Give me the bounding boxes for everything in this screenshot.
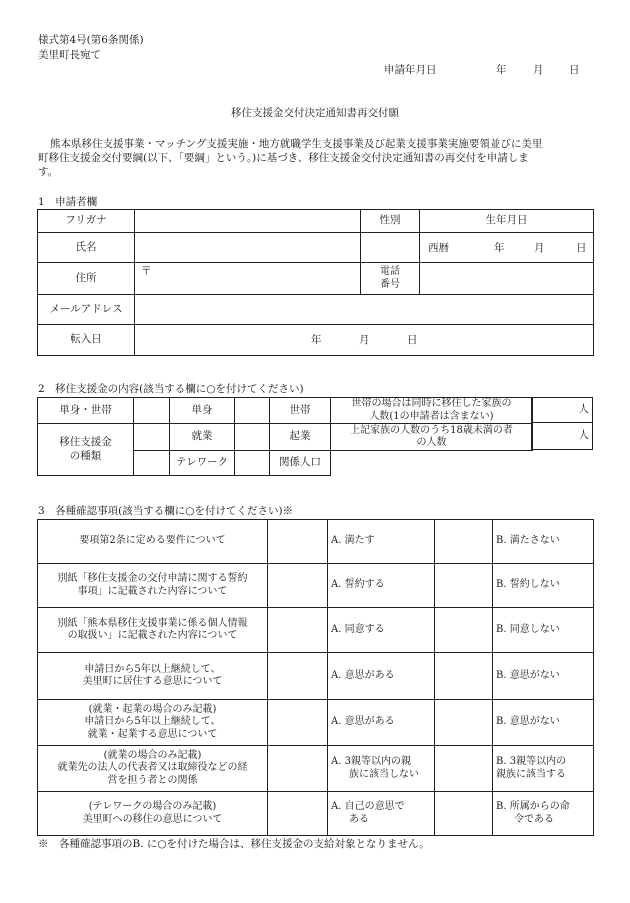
- section2-heading: 2 移住支援金の内容(該当する欄に○を付けてください): [38, 383, 304, 395]
- phone-field[interactable]: [420, 263, 594, 295]
- address-field[interactable]: [135, 263, 361, 295]
- confirm-3-a-check[interactable]: [268, 608, 328, 653]
- confirm-item-1: 要項第2条に定める要件について: [38, 520, 268, 564]
- applicant-table: [37, 209, 594, 356]
- confirm-7-a-check[interactable]: [268, 792, 328, 836]
- confirm-2-b-label: B. 誓約しない: [493, 564, 594, 608]
- confirm-item-4: 申請日から5年以上継続して、 美里町に居住する意思について: [38, 653, 268, 700]
- employment-label: 就業: [170, 424, 235, 451]
- confirm-5-a-label: A. 意思がある: [328, 700, 435, 746]
- confirm-6-a-label: A. 3親等以内の親 族に該当しない: [328, 746, 435, 792]
- confirm-item-3: 別紙「熊本県移住支援事業に係る個人情報 の取扱い」に記載された内容について: [38, 608, 268, 653]
- confirm-item-5: (就業・起業の場合のみ記載) 申請日から5年以上継続して、 就業・起業する意思について: [38, 700, 268, 746]
- single-household-label: 単身・世帯: [38, 398, 134, 424]
- move-in-date-label: 転入日: [38, 325, 135, 356]
- telework-label: テレワーク: [170, 451, 235, 476]
- application-day[interactable]: 日: [569, 64, 580, 76]
- birth-date-field[interactable]: 西暦 年 月 日: [420, 233, 594, 263]
- birth-date-label: 生年月日: [420, 210, 594, 233]
- section1-heading: 1 申請者欄: [38, 196, 98, 208]
- form-number: 様式第4号(第6条関係): [38, 34, 144, 46]
- seireki-label: 西暦: [428, 242, 449, 254]
- employment-check[interactable]: [134, 424, 170, 451]
- confirm-7-b-check[interactable]: [435, 792, 493, 836]
- confirm-3-a-label: A. 同意する: [328, 608, 435, 653]
- email-label: メールアドレス: [38, 295, 135, 325]
- confirm-7-b-label: B. 所属からの命 令である: [493, 792, 594, 836]
- postal-mark: 〒: [141, 265, 152, 277]
- name-field[interactable]: [135, 233, 361, 263]
- under18-count-field[interactable]: 人: [532, 423, 593, 450]
- gender-label: 性別: [361, 210, 420, 233]
- family-count-note: 世帯の場合は同時に移住した家族の 人数(1の申請者は含まない): [331, 398, 533, 424]
- confirm-1-a-check[interactable]: [268, 520, 328, 564]
- confirm-item-6: (就業の場合のみ記載) 就業先の法人の代表者又は取締役などの経 営を担う者との関係: [38, 746, 268, 792]
- household-check[interactable]: [235, 398, 270, 424]
- single-label: 単身: [170, 398, 235, 424]
- name-label: 氏名: [38, 233, 135, 263]
- confirm-6-a-check[interactable]: [268, 746, 328, 792]
- phone-label: 電話 番号: [361, 263, 420, 295]
- email-field[interactable]: [135, 295, 594, 325]
- confirm-4-b-check[interactable]: [435, 653, 493, 700]
- footnote: ※ 各種確認事項のB. に○を付けた場合は、移住支援金の支給対象となりません。: [38, 838, 430, 850]
- application-date-label: 申請年月日: [384, 64, 437, 76]
- furigana-label: フリガナ: [38, 210, 135, 233]
- confirm-5-a-check[interactable]: [268, 700, 328, 746]
- confirm-7-a-label: A. 自己の意思で ある: [328, 792, 435, 836]
- support-type-table: [37, 397, 533, 476]
- section3-heading: 3 各種確認事項(該当する欄に○を付けてください)※: [38, 505, 294, 517]
- confirm-4-a-label: A. 意思がある: [328, 653, 435, 700]
- confirm-6-b-check[interactable]: [435, 746, 493, 792]
- confirmation-table: [37, 519, 594, 836]
- confirm-1-b-label: B. 満たさない: [493, 520, 594, 564]
- household-label: 世帯: [270, 398, 331, 424]
- confirm-2-a-check[interactable]: [268, 564, 328, 608]
- family-count-field[interactable]: 人: [532, 398, 593, 423]
- page-title: 移住支援金交付決定通知書再交付願: [231, 107, 399, 119]
- confirm-2-b-check[interactable]: [435, 564, 493, 608]
- gender-field[interactable]: [361, 233, 420, 263]
- single-check[interactable]: [134, 398, 170, 424]
- under18-count-note: 上記家族の人数のうち18歳未満の者 の人数: [331, 424, 533, 451]
- confirm-item-7: (テレワークの場合のみ記載) 美里町への移住の意思について: [38, 792, 268, 836]
- confirm-6-b-label: B. 3親等以内の 親族に該当する: [493, 746, 594, 792]
- application-year[interactable]: 年: [496, 64, 507, 76]
- furigana-field[interactable]: [135, 210, 361, 233]
- confirm-item-2: 別紙「移住支援金の交付申請に関する誓約 事項」に記載された内容について: [38, 564, 268, 608]
- support-type-label: 移住支援金 の種類: [38, 424, 134, 476]
- person-count-table: [531, 397, 593, 450]
- confirm-4-a-check[interactable]: [268, 653, 328, 700]
- confirm-1-a-label: A. 満たす: [328, 520, 435, 564]
- telework-check[interactable]: [134, 451, 170, 476]
- confirm-5-b-label: B. 意思がない: [493, 700, 594, 746]
- application-month[interactable]: 月: [533, 64, 544, 76]
- address-label: 住所: [38, 263, 135, 295]
- confirm-1-b-check[interactable]: [435, 520, 493, 564]
- move-in-date-field[interactable]: 年 月 日: [135, 325, 594, 356]
- confirm-3-b-label: B. 同意しない: [493, 608, 594, 653]
- related-population-check[interactable]: [235, 451, 270, 476]
- related-population-label: 関係人口: [270, 451, 331, 476]
- startup-label: 起業: [270, 424, 331, 451]
- confirm-2-a-label: A. 誓約する: [328, 564, 435, 608]
- confirm-3-b-check[interactable]: [435, 608, 493, 653]
- confirm-4-b-label: B. 意思がない: [493, 653, 594, 700]
- confirm-5-b-check[interactable]: [435, 700, 493, 746]
- addressee: 美里町長宛て: [38, 49, 101, 61]
- startup-check[interactable]: [235, 424, 270, 451]
